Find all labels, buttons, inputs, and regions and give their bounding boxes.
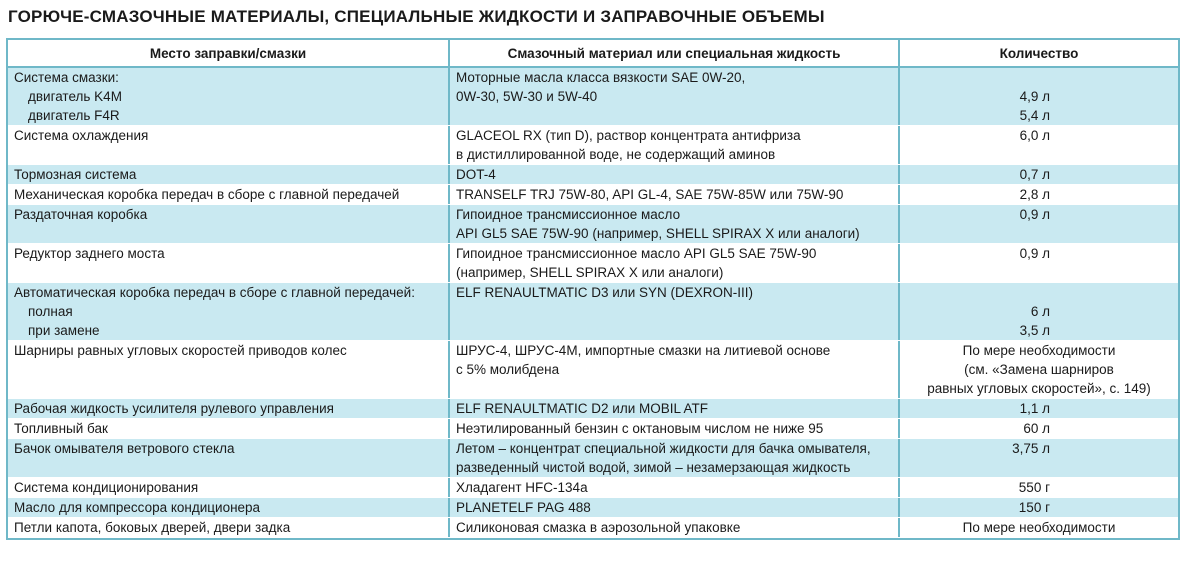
quantity-cell [898,478,1178,497]
material-cell-line: ELF RENAULTMATIC D2 или MOBIL ATF [456,401,708,416]
quantity-cell [898,185,1178,204]
place-cell [8,283,448,340]
material-cell [448,341,898,398]
material-cell [448,478,898,497]
quantity-cell-line: По мере необходимости [962,343,1116,358]
place-cell [8,126,448,164]
place-cell-line: Шарниры равных угловых скоростей приводов колес [14,343,347,358]
material-cell-line: API GL5 SAE 75W-90 (например, SHELL SPIRAX X или аналоги) [456,226,860,241]
quantity-cell-line: По мере необходимости [962,520,1116,535]
quantity-cell-line: 0,9 л [1019,207,1050,222]
quantity-cell-line: 2,8 л [1019,187,1050,202]
material-cell [448,518,898,537]
quantity-cell-line [906,458,1050,477]
table-row [8,498,1178,518]
table-row [8,518,1178,538]
place-cell-line: Бачок омывателя ветрового стекла [14,441,235,456]
material-cell [448,126,898,164]
material-cell [448,283,898,340]
quantity-cell [898,399,1178,418]
quantity-cell [898,498,1178,517]
material-cell-line: DOT-4 [456,167,496,182]
material-cell-line: Летом – концентрат специальной жидкости для бачка омывателя, [456,441,871,456]
table-row [8,341,1178,399]
place-cell-line: Топливный бак [14,421,108,436]
place-cell [8,341,448,398]
table-row [8,185,1178,205]
material-cell-line: с 5% молибдена [456,362,560,377]
material-cell [448,419,898,438]
table-row [8,165,1178,185]
quantity-cell-line: 0,9 л [1019,246,1050,261]
material-cell-line: 0W-30, 5W-30 и 5W-40 [456,89,598,104]
material-cell [448,165,898,184]
place-cell-line [14,263,442,282]
material-cell [448,68,898,125]
table-row [8,244,1178,283]
material-cell-line: Хладагент HFC-134a [456,480,588,495]
quantity-cell-line [906,263,1050,282]
place-cell-line: двигатель F4R [28,108,120,123]
material-cell-line: TRANSELF TRJ 75W-80, API GL-4, SAE 75W-85W или 75W-90 [456,187,844,202]
header-place: Место заправки/смазки [149,45,307,61]
quantity-cell-line: 4,9 л [1019,89,1050,104]
place-cell-line: Система кондиционирования [14,480,199,495]
material-cell-line: Гипоидное трансмиссионное масло API GL5 SAE 75W-90 [456,246,817,261]
place-cell-line: полная [28,304,73,319]
material-cell-line: Гипоидное трансмиссионное масло [456,207,681,222]
table-row [8,205,1178,244]
place-cell-line: Рабочая жидкость усилителя рулевого управления [14,401,334,416]
quantity-cell-line: 150 г [1018,500,1050,515]
material-cell-line [456,302,892,321]
quantity-cell-line: 6 л [1030,304,1050,319]
quantity-cell-line: 60 л [1023,421,1050,436]
quantity-cell-line [906,224,1050,243]
material-cell-line: Неэтилированный бензин с октановым числом не ниже 95 [456,421,824,436]
place-cell-line: Система охлаждения [14,128,149,143]
place-cell [8,68,448,125]
place-cell-line: Петли капота, боковых дверей, двери задка [14,520,291,535]
material-cell-line: Силиконовая смазка в аэрозольной упаковке [456,520,741,535]
material-cell [448,399,898,418]
quantity-cell-line: 0,7 л [1019,167,1050,182]
material-cell [448,205,898,243]
place-cell-line: Автоматическая коробка передач в сборе с главной передачей: [14,285,415,300]
material-cell-line [456,379,892,398]
place-cell-line: Тормозная система [14,167,137,182]
fluids-table [6,38,1180,540]
quantity-cell-line [906,283,1050,302]
place-cell [8,244,448,282]
quantity-cell-line: (см. «Замена шарниров [964,362,1114,377]
place-cell-line [14,458,442,477]
header-material: Смазочный материал или специальная жидкость [448,40,898,66]
table-header [8,40,1178,68]
quantity-cell-line: 1,1 л [1019,401,1050,416]
material-cell [448,498,898,517]
material-cell-line: ELF RENAULTMATIC D3 или SYN (DEXRON-III) [456,285,753,300]
place-cell [8,439,448,477]
quantity-cell-line [906,145,1050,164]
place-cell-line: двигатель K4M [28,89,122,104]
material-cell [448,439,898,477]
material-cell-line: разведенный чистой водой, зимой – незамерзающая жидкость [456,460,851,475]
page-title: ГОРЮЧЕ-СМАЗОЧНЫЕ МАТЕРИАЛЫ, СПЕЦИАЛЬНЫЕ ЖИДКОСТИ И ЗАПРАВОЧНЫЕ ОБЪЕМЫ [8,7,825,26]
place-cell-line: Механическая коробка передач в сборе с главной передачей [14,187,400,202]
place-cell [8,185,448,204]
quantity-cell [898,439,1178,477]
quantity-cell-line: 6,0 л [1019,128,1050,143]
material-cell-line: Моторные масла класса вязкости SAE 0W-20, [456,70,746,85]
table-row [8,419,1178,439]
material-cell-line [456,106,892,125]
material-cell [448,185,898,204]
quantity-cell [898,518,1178,537]
place-cell-line: при замене [28,323,100,338]
place-cell-line: Система смазки: [14,70,119,85]
material-cell-line: GLACEOL RX (тип D), раствор концентрата антифриза [456,128,801,143]
material-cell-line: ШРУС-4, ШРУС-4М, импортные смазки на литиевой основе [456,343,831,358]
place-cell-line [14,224,442,243]
place-cell-line: Раздаточная коробка [14,207,148,222]
quantity-cell [898,341,1178,398]
quantity-cell-line: 3,75 л [1012,441,1050,456]
place-cell [8,498,448,517]
material-cell-line: (например, SHELL SPIRAX X или аналоги) [456,265,724,280]
table-row [8,439,1178,478]
place-cell [8,518,448,537]
quantity-cell-line: равных угловых скоростей», с. 149) [927,381,1151,396]
quantity-cell [898,205,1178,243]
place-cell [8,478,448,497]
table-row [8,478,1178,498]
table-row [8,126,1178,165]
place-cell [8,399,448,418]
quantity-cell [898,68,1178,125]
place-cell-line [14,360,442,379]
quantity-cell [898,126,1178,164]
place-cell-line [14,379,442,398]
material-cell-line: PLANETELF PAG 488 [456,500,591,515]
quantity-cell [898,419,1178,438]
place-cell-line: Масло для компрессора кондиционера [14,500,261,515]
table-row [8,68,1178,126]
quantity-cell [898,244,1178,282]
material-cell-line: в дистиллированной воде, не содержащий аминов [456,147,776,162]
table-row [8,283,1178,341]
quantity-cell [898,165,1178,184]
table-row [8,399,1178,419]
quantity-cell-line [906,68,1050,87]
quantity-cell-line: 550 г [1018,480,1050,495]
place-cell-line [14,145,442,164]
material-cell-line [456,321,892,340]
material-cell [448,244,898,282]
place-cell [8,205,448,243]
place-cell-line: Редуктор заднего моста [14,246,165,261]
quantity-cell [898,283,1178,340]
place-cell [8,419,448,438]
quantity-cell-line: 3,5 л [1019,323,1050,338]
header-quantity: Количество [898,40,1178,66]
quantity-cell-line: 5,4 л [1019,108,1050,123]
place-cell [8,165,448,184]
